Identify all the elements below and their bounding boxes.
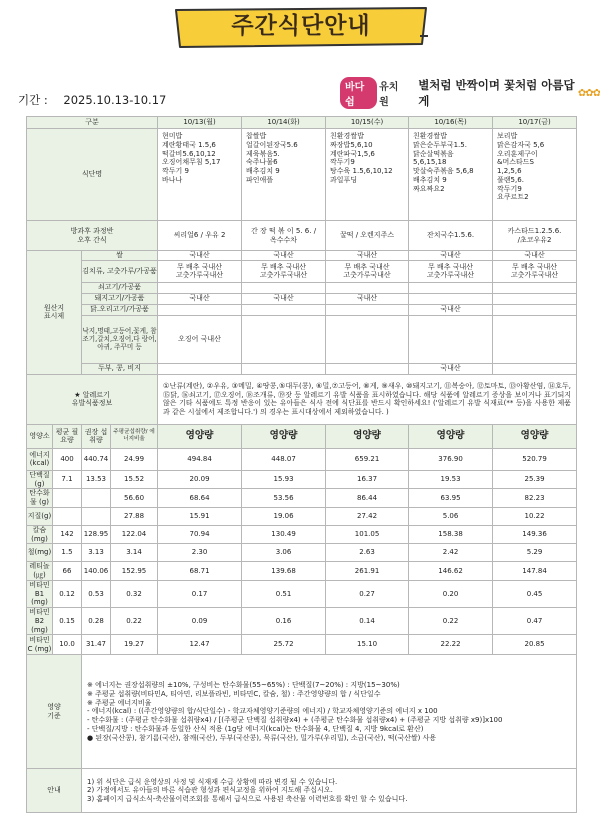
nutrient-day-value: 63.95 xyxy=(409,489,493,508)
nutrient-recommended: 31.47 xyxy=(82,635,111,655)
nutrient-weekly-avg: 56.60 xyxy=(111,489,158,508)
text-line: 간 장 떡 볶 이 5. 6. / xyxy=(250,226,317,235)
text-line: 얼갈이된장국5.6 xyxy=(246,140,298,149)
nutrient-weekly-avg: 24.99 xyxy=(111,448,158,470)
origin-row xyxy=(27,304,577,315)
nutrient-day-value: 2.42 xyxy=(409,544,493,562)
text-line: 5,6,15,18 xyxy=(413,158,447,167)
snack-label xyxy=(27,221,158,251)
text-line: 친환경쌀밥 xyxy=(330,132,364,140)
nutrient-day-value: 12.47 xyxy=(158,635,242,655)
nutrient-weekly-avg: 19.27 xyxy=(111,635,158,655)
text-line: 풀랜5,6. xyxy=(497,175,524,184)
nutrient-day-value: 15.91 xyxy=(158,507,242,525)
origin-row xyxy=(27,363,577,374)
nutrient-recommended: 3.13 xyxy=(82,544,111,562)
nutrient-day-value: 158.38 xyxy=(409,525,493,544)
nutrition-row xyxy=(27,489,577,508)
nutrition-col-header: 평균 필요량 xyxy=(53,424,82,448)
text-line: 씨리얼6 / 우유 2 xyxy=(173,231,226,240)
allergy-title-text: 알레르기 xyxy=(82,390,110,399)
nutrient-day-value: 20.85 xyxy=(493,635,577,655)
period-value: 2025.10.13-10.17 xyxy=(63,93,167,107)
nutrient-name: 비타민C (mg) xyxy=(27,636,52,653)
origin-cell xyxy=(493,293,577,304)
text-line: 방과후 과정반 xyxy=(70,226,114,235)
day-header: 10/14(화) xyxy=(242,117,326,129)
text-line: 깍두기9 xyxy=(497,184,522,193)
nutrient-name: 비타민B2 (mg) xyxy=(27,608,53,635)
nutrition-day-header: 영양량 xyxy=(326,424,409,448)
nutrient-avg-need: 400 xyxy=(53,448,82,470)
nutrient-day-value: 68.64 xyxy=(158,489,242,508)
text-line: 고춧가루국내산 xyxy=(343,271,391,280)
text-line: /초코우유2 xyxy=(517,235,552,244)
title-banner xyxy=(170,6,432,50)
nutrient-recommended xyxy=(82,507,111,525)
nutrient-weekly-avg: 27.88 xyxy=(111,507,158,525)
text-line: 떡갈비5.6,10,12 xyxy=(162,149,216,158)
meal-row xyxy=(27,129,577,221)
origin-item-label: 돼지고기/가공품 xyxy=(82,293,158,304)
text-line: 깍두기9 xyxy=(330,158,355,167)
origin-item-label: 김치류, 고춧가루/가공품 xyxy=(82,260,158,282)
nutrient-name: 철(mg) xyxy=(27,544,53,562)
text-line: 무 배추 국내산 xyxy=(428,262,474,271)
origin-cell xyxy=(158,251,242,261)
nutrient-day-value: 16.37 xyxy=(326,470,409,489)
text-line: 짜요짜요2 xyxy=(413,184,445,193)
origin-cell xyxy=(158,282,242,293)
text-line: 제육볶음5. xyxy=(246,149,280,158)
nutrient-day-value: 0.17 xyxy=(158,580,242,607)
text-line: 카스타드1.2.5.6. xyxy=(507,226,562,235)
text-line: 계란황태국 1.5,6 xyxy=(162,140,216,149)
nutrition-row xyxy=(27,525,577,544)
origin-item-label: 쇠고기/가공품 xyxy=(82,282,158,293)
meal-label: 식단명 xyxy=(27,129,158,221)
origin-cell xyxy=(326,282,409,293)
nutrient-recommended: 13.53 xyxy=(82,470,111,489)
origin-cell xyxy=(409,251,493,261)
meal-cell xyxy=(326,129,409,221)
text-line: 과일푸딩 xyxy=(330,175,358,184)
origin-cell xyxy=(326,293,409,304)
nutrient-recommended: 440.74 xyxy=(82,448,111,470)
text-line: 3) 홈페이지 급식소식-축산물이력조회를 통해서 급식으로 사용된 축산물 이력번호를 확인 할 수 있습니다. xyxy=(87,795,408,804)
nutrition-row xyxy=(27,562,577,581)
nutrition-col-header: 권장 섭취량 xyxy=(82,424,111,448)
nutrient-day-value: 0.09 xyxy=(158,608,242,635)
origin-cell xyxy=(158,260,242,282)
nutrient-recommended: 128.95 xyxy=(82,525,111,544)
nutrient-day-value: 0.14 xyxy=(326,608,409,635)
nutrient-weekly-avg: 3.14 xyxy=(111,544,158,562)
nutrient-day-value: 68.71 xyxy=(158,562,242,581)
text-line: 기준 xyxy=(47,711,61,720)
text-line: 1) 위 식단은 급식 운영상의 사정 및 식재재 수급 상황에 따라 변경 될 수 있습니다. xyxy=(87,777,338,786)
origin-section-label xyxy=(27,251,82,375)
text-line: 숙주나물6 xyxy=(246,158,278,167)
nutrient-day-value: 2.63 xyxy=(326,544,409,562)
nutrient-day-value: 5.06 xyxy=(409,507,493,525)
text-line: 무 배추 국내산 xyxy=(177,262,223,271)
text-line: 원산지 xyxy=(43,303,65,312)
nutrition-day-header: 영양량 xyxy=(242,424,326,448)
nutrient-day-value: 19.53 xyxy=(409,470,493,489)
text-line: 국내산 xyxy=(524,251,545,259)
guide-label: 안내 xyxy=(27,769,82,813)
origin-row xyxy=(27,260,577,282)
origin-cell xyxy=(158,304,242,315)
nutrient-recommended: 0.28 xyxy=(82,608,111,635)
nutrition-day-header: 영양량 xyxy=(158,424,242,448)
nutrient-day-value: 520.79 xyxy=(493,448,577,470)
origin-cell xyxy=(409,363,493,374)
text-line: 국내산 xyxy=(440,305,461,314)
school-motto: 별처럼 반짝이며 꽃처럼 아름답게 xyxy=(418,78,575,108)
text-line: 오징어 국내산 xyxy=(178,334,221,343)
nutrient-day-value: 149.36 xyxy=(493,525,577,544)
text-line: 고춧가루국내산 xyxy=(510,271,559,280)
meal-cell xyxy=(158,129,242,221)
nutrient-avg-need: 66 xyxy=(53,562,82,581)
origin-cell xyxy=(409,293,493,304)
school-name: 유치원 xyxy=(379,82,399,108)
nutrient-day-value: 130.49 xyxy=(242,525,326,544)
text-line: ● 된장(국산콩), 참기름(국산), 참깨(국산), 두부(국산콩), 묵류(국산), 밀가루(우리밀), 소금(국산), 떡(국산쌀) 사용 xyxy=(87,733,437,742)
allergy-subtitle: 유발식품정보 xyxy=(71,399,113,408)
text-line: 오후 간식 xyxy=(77,235,107,244)
nutrient-avg-need: 7.1 xyxy=(53,470,82,489)
text-line: ※ 에너지는 권장섭취량의 ±10%, 구성비는 탄수화물(55~65%) : 단백질(7~20%) : 지방(15~30%) xyxy=(87,681,400,690)
origin-item-label: 닭.오리고기/가공품 xyxy=(82,304,158,315)
nutrient-day-value: 261.91 xyxy=(326,562,409,581)
star-icon: ★ xyxy=(74,390,81,399)
nutrient-name: 단백질(g) xyxy=(27,470,53,489)
nutrient-day-value: 101.05 xyxy=(326,525,409,544)
text-line: 국내산 xyxy=(440,251,461,259)
allergy-text: ①난류(계란), ②우유, ③메밀, ④땅콩,⑤대두(콩), ⑥밀,⑦고등어, ⑧게, ⑨새우, ⑩돼지고기, ⑪복숭아, ⑫토마토, ⑬아황산염, ⑭호두, ⑮닭, ⑯쇠고기, ⑰오징어, ⑱조개류, ⑲잣 등 알레르기 유발 식품을 표시하였습니다. 해당 식품에 알레르기 증상을 보이거나 표기되지 않은 기타 식품에도 특정 반응이 있는 유아들은 식사 전에 식단표를 반드시 확인하세요! ('알레르기 유발 식재료(** 등)을 사용한 제품과 같은 시설에서 제조합니다.') 의 경우는 표시대상에서 제외하였습니다. ) xyxy=(158,374,577,424)
origin-cell xyxy=(158,293,242,304)
nutrient-name: 비타민B1 (mg) xyxy=(27,580,53,607)
text-line: 국내산 xyxy=(189,294,210,303)
origin-cell xyxy=(242,363,326,374)
nutrient-day-value: 448.07 xyxy=(242,448,326,470)
origin-cell xyxy=(493,282,577,293)
text-line: &머스타드S xyxy=(497,158,534,167)
nutrition-row xyxy=(27,507,577,525)
nutrient-day-value: 27.42 xyxy=(326,507,409,525)
text-line: 무 배추 국내산 xyxy=(344,262,390,271)
text-line: 탕수육 1.5,6,10,12 xyxy=(330,167,393,175)
origin-cell xyxy=(493,363,577,374)
snack-row xyxy=(27,221,577,251)
period xyxy=(18,92,166,108)
nutrient-day-value: 86.44 xyxy=(326,489,409,508)
nutrient-day-value: 22.22 xyxy=(409,635,493,655)
text-line: 꿀떡 / 오렌지주스 xyxy=(339,231,395,240)
nutrient-weekly-avg: 152.95 xyxy=(111,562,158,581)
origin-item-label: 두부, 콩, 비지 xyxy=(82,363,158,374)
origin-cell xyxy=(242,315,326,363)
nutrition-row xyxy=(27,544,577,562)
text-line: 국내산 xyxy=(356,251,378,259)
origin-cell xyxy=(493,315,577,363)
flower-icon: ✿✿✿ xyxy=(577,87,600,99)
text-line: 배추김치 9 xyxy=(413,175,447,184)
origin-cell xyxy=(326,315,409,363)
text-line: 보리밥 xyxy=(497,132,518,140)
text-line: 짜장밥5,6,10 xyxy=(330,140,373,149)
nutrient-day-value: 15.93 xyxy=(242,470,326,489)
nutrient-day-value: 5.29 xyxy=(493,544,577,562)
origin-cell xyxy=(409,282,493,293)
period-label: 기간 : xyxy=(18,93,48,107)
nutrient-avg-need: 10.0 xyxy=(53,635,82,655)
text-line: 계란파국1,5,6 xyxy=(330,149,375,158)
nutrient-day-value: 494.84 xyxy=(158,448,242,470)
text-line: 국내산 xyxy=(356,294,378,303)
school-logo: 바다쉼 xyxy=(340,77,377,109)
text-line: 닭순살떡볶음 xyxy=(413,149,454,158)
nutrient-day-value: 53.56 xyxy=(242,489,326,508)
day-header-row xyxy=(27,117,577,129)
school-brand xyxy=(340,78,600,108)
standards-label xyxy=(27,655,82,769)
standards-row xyxy=(27,655,577,769)
nutrition-row xyxy=(27,635,577,655)
nutrient-day-value: 0.27 xyxy=(326,580,409,607)
day-header: 10/16(목) xyxy=(409,117,493,129)
snack-cell xyxy=(242,221,326,251)
text-line: 고춧가루국내산 xyxy=(426,271,475,280)
nutrient-weekly-avg: 15.52 xyxy=(111,470,158,489)
origin-row xyxy=(27,315,577,363)
origin-cell xyxy=(326,363,409,374)
meal-cell xyxy=(409,129,493,221)
origin-cell xyxy=(242,304,326,315)
text-line: 국내산 xyxy=(273,294,294,303)
snack-cell xyxy=(326,221,409,251)
day-header: 10/13(월) xyxy=(158,117,242,129)
nutrient-day-value: 0.45 xyxy=(493,580,577,607)
nutrient-day-value: 659.21 xyxy=(326,448,409,470)
snack-cell xyxy=(158,221,242,251)
text-line: 요쿠르트2 xyxy=(497,193,529,202)
nutrient-recommended xyxy=(82,489,111,508)
origin-item-label: 낙지,명태,고등어,꽃게, 참조기,갈치,오징어,다 랑어,아귀, 주꾸미 등 xyxy=(82,315,158,363)
nutrient-day-value: 20.09 xyxy=(158,470,242,489)
nutrition-day-header: 영양량 xyxy=(409,424,493,448)
text-line: 오리훈제구이 xyxy=(497,149,538,158)
nutrient-day-value: 147.84 xyxy=(493,562,577,581)
text-line: 바나나 xyxy=(162,175,183,184)
nutrient-day-value: 139.68 xyxy=(242,562,326,581)
origin-row xyxy=(27,282,577,293)
nutrient-day-value: 3.06 xyxy=(242,544,326,562)
nutrient-day-value: 25.39 xyxy=(493,470,577,489)
nutrient-day-value: 19.06 xyxy=(242,507,326,525)
text-line: 고춧가루국내산 xyxy=(175,271,224,280)
origin-cell xyxy=(493,304,577,315)
text-line: - 탄수화물 : (주평균 탄수화물 섭취량x4) / [(주평균 단백질 섭취량x4) + (주평균 탄수화물 섭취량x4) + (주평균 지방 섭취량 x9)]x100 xyxy=(87,716,503,725)
origin-cell xyxy=(242,260,326,282)
text-line: 국내산 xyxy=(273,251,294,259)
origin-item-label: 쌀 xyxy=(82,251,158,261)
origin-cell xyxy=(242,282,326,293)
nutrient-avg-need: 0.12 xyxy=(53,580,82,607)
nutrient-day-value: 2.30 xyxy=(158,544,242,562)
meal-cell xyxy=(242,129,326,221)
origin-cell xyxy=(242,251,326,261)
weekly-menu-table xyxy=(26,116,577,813)
nutrient-day-value: 0.20 xyxy=(409,580,493,607)
nutrient-weekly-avg: 0.32 xyxy=(111,580,158,607)
nutrient-name: 레티놀(㎍) xyxy=(27,562,53,581)
corner-header: 구분 xyxy=(27,117,158,129)
origin-cell xyxy=(242,293,326,304)
day-header: 10/17(금) xyxy=(493,117,577,129)
text-line: 무 배추 국내산 xyxy=(261,262,307,271)
text-line: 표시제 xyxy=(43,312,65,321)
guide-row xyxy=(27,769,577,813)
nutrient-recommended: 140.06 xyxy=(82,562,111,581)
origin-cell xyxy=(409,304,493,315)
meal-cell xyxy=(493,129,577,221)
text-line: 파인애플 xyxy=(246,175,274,184)
text-line: 영양 xyxy=(47,703,61,711)
nutrient-weekly-avg: 122.04 xyxy=(111,525,158,544)
nutrient-day-value: 10.22 xyxy=(493,507,577,525)
text-line: 오징어채무침 5,17 xyxy=(162,158,221,167)
allergy-row xyxy=(27,374,577,424)
nutrient-day-value: 0.22 xyxy=(409,608,493,635)
nutrient-name: 탄수화물 (g) xyxy=(27,489,53,508)
origin-cell xyxy=(493,260,577,282)
guide-text xyxy=(82,769,577,813)
snack-cell xyxy=(493,221,577,251)
nutrition-col-header: 주평균섭취량/ 에너지비율 xyxy=(111,424,158,448)
nutrient-day-value: 82.23 xyxy=(493,489,577,508)
nutrient-day-value: 0.47 xyxy=(493,608,577,635)
text-line: 옥수수차 xyxy=(270,235,298,244)
text-line: 현미밥 xyxy=(162,132,183,140)
nutrient-avg-need: 0.15 xyxy=(53,608,82,635)
text-line: 무 배추 국내산 xyxy=(512,262,558,271)
nutrient-day-value: 25.72 xyxy=(242,635,326,655)
nutrition-header-row xyxy=(27,424,577,448)
nutrition-body xyxy=(27,448,577,655)
nutrient-day-value: 376.90 xyxy=(409,448,493,470)
day-header: 10/15(수) xyxy=(326,117,409,129)
origin-cell xyxy=(493,251,577,261)
nutrition-row xyxy=(27,470,577,489)
nutrient-avg-need xyxy=(53,489,82,508)
nutrient-name: 지질(g) xyxy=(27,507,53,525)
nutrient-name: 에너지 (kcal) xyxy=(27,448,53,470)
allergy-label xyxy=(27,374,158,424)
nutrition-row xyxy=(27,448,577,470)
origin-row xyxy=(27,293,577,304)
origin-cell xyxy=(326,251,409,261)
text-line: 잔치국수1.5.6. xyxy=(426,231,475,240)
text-line: 국내산 xyxy=(189,251,210,259)
origin-cell xyxy=(158,363,242,374)
page-title: 주간식단안내 xyxy=(231,13,371,39)
nutrient-day-value: 0.16 xyxy=(242,608,326,635)
text-line: 1,2,5,6 xyxy=(497,167,522,175)
text-line: 맑은감자국 5,6 xyxy=(497,140,545,149)
nutrition-col-header: 영양소 xyxy=(27,424,53,448)
text-line: 국내산 xyxy=(440,364,461,373)
text-line: 고춧가루국내산 xyxy=(259,271,308,280)
text-line: - 단백질/지방 : 탄수화물과 동일한 산식 적용 (1g당 에너지(kcal)는 탄수화물 4, 단백질 4, 지방 9kcal로 환산) xyxy=(87,724,424,733)
nutrient-recommended: 0.53 xyxy=(82,580,111,607)
standards-text xyxy=(82,655,577,769)
origin-row xyxy=(27,251,577,261)
text-line: 맑은순두부국1.5. xyxy=(413,140,467,149)
nutrition-row xyxy=(27,580,577,607)
text-line: 친환경쌀밥 xyxy=(413,132,447,140)
allergy-title xyxy=(27,391,157,400)
origin-cell xyxy=(158,315,242,363)
nutrient-weekly-avg: 0.22 xyxy=(111,608,158,635)
text-line: 2) 가정에서도 유아들의 바른 식습관 형성과 편식교정을 위하여 지도해 주십시오. xyxy=(87,786,333,795)
text-line: 찹쌀밥 xyxy=(246,132,267,140)
nutrient-day-value: 15.10 xyxy=(326,635,409,655)
text-line: ※ 주평균 에너지비율 xyxy=(87,698,152,707)
text-line: ※ 주평균 섭취량(비타민A, 티아민, 리보플라빈, 비타민C, 칼슘, 철) : 주간영양량의 합 / 식단일수 xyxy=(87,689,381,698)
nutrient-day-value: 146.62 xyxy=(409,562,493,581)
nutrition-row xyxy=(27,608,577,635)
origin-cell xyxy=(326,260,409,282)
nutrient-avg-need: 1.5 xyxy=(53,544,82,562)
text-line: 배추김치 9 xyxy=(246,167,280,175)
origin-cell xyxy=(409,260,493,282)
snack-cell xyxy=(409,221,493,251)
nutrient-name: 칼슘(mg) xyxy=(27,525,53,544)
nutrient-day-value: 70.94 xyxy=(158,525,242,544)
nutrition-day-header: 영양량 xyxy=(493,424,577,448)
text-line: - 에너지(kcal) : ((주간영양량의 합/식단일수) - 학교자체영양기준량의 에너지) / 학교자체영양기준의 에너지 x 100 xyxy=(87,707,438,716)
text-line: 맛살숙주볶음 5,6,8 xyxy=(413,167,474,175)
origin-cell xyxy=(326,304,409,315)
nutrient-avg-need xyxy=(53,507,82,525)
nutrient-avg-need: 142 xyxy=(53,525,82,544)
text-line: 깍두기 9 xyxy=(162,167,189,175)
origin-cell xyxy=(409,315,493,363)
nutrient-day-value: 0.51 xyxy=(242,580,326,607)
